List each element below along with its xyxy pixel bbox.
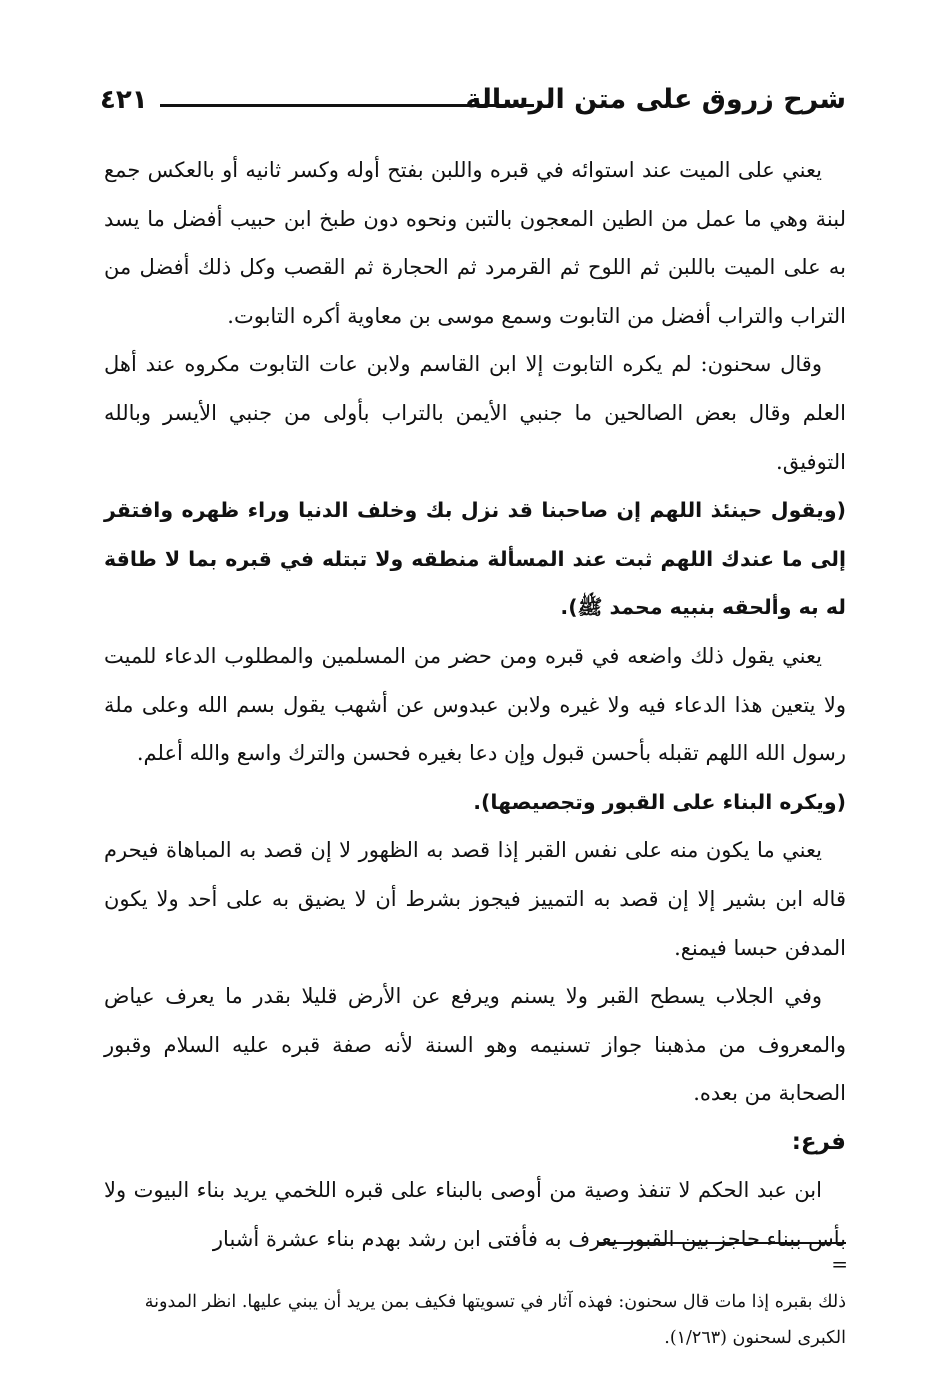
paragraph-4: يعني ما يكون منه على نفس القبر إذا قصد به الظهور لا إن قصد به المباهاة فيحرم قاله ابن بشير إلا إن قصد به التمييز فيجوز بشرط أن لا يضيق به على أحد ولا يكون المدفن حبسا فيمنع. (104, 838, 846, 960)
footnote-continuation-marker: = (831, 1252, 848, 1276)
running-title: شرح زروق على متن الرسالة (465, 84, 846, 115)
paragraph-2: وقال سحنون: لم يكره التابوت إلا ابن القاسم ولابن عات التابوت مكروه عند أهل العلم وقال بعض الصالحين ما جنبي الأيمن بالتراب بأولى من جنبي الأيسر وبالله التوفيق. (104, 352, 846, 474)
footnote-text: ذلك بقبره إذا مات قال سحنون: فهذه آثار في تسويتها فكيف بمن يريد أن يبني عليها. انظر المدونة الكبرى لسحنون (١/٢٦٣). (144, 1292, 846, 1348)
section-heading: فرع: (791, 1128, 846, 1155)
footnote-rule (598, 1242, 846, 1244)
paragraph-1: يعني على الميت عند استوائه في قبره واللبن بفتح أوله وكسر ثانيه أو بالعكس جمع لبنة وهي ما عمل من الطين المعجون بالتبن ونحوه دون طبخ ابن حبيب أفضل ما يسد به على الميت باللبن ثم اللوح ثم القرمرد ثم الحجارة ثم القصب وكل ذلك أفضل من التراب والتراب أفضل من التابوت وسمع موسى بن معاوية أكره التابوت. (104, 158, 846, 328)
matn-quote-1: (ويقول حينئذ اللهم إن صاحبنا قد نزل بك وخلف الدنيا وراء ظهره وافتقر إلى ما عندك اللهم ثبت عند المسألة منطقه ولا تبتله في قبره بما لا طاقة له به وألحقه بنبيه محمد ﷺ). (104, 498, 846, 620)
page-header (100, 78, 846, 124)
paragraph-3: يعني يقول ذلك واضعه في قبره ومن حضر من المسلمين والمطلوب الدعاء للميت ولا يتعين هذا الدعاء فيه ولا غيره ولابن عبدوس عن أشهب يقول بسم الله وعلى ملة رسول الله اللهم تقبله بأحسن قبول وإن دعا بغيره فحسن والترك واسع والله أعلم. (104, 643, 846, 766)
matn-quote-2: (ويكره البناء على القبور وتجصيصها). (473, 789, 846, 814)
page-body (104, 146, 846, 1264)
paragraph-5: وفي الجلاب يسطح القبر ولا يسنم ويرفع عن الأرض قليلا بقدر ما يعرف عياض والمعروف من مذهبنا جواز تسنيمه وهو السنة لأنه صفة قبره عليه السلام وقبور الصحابة من بعده. (104, 984, 846, 1106)
header-rule (160, 104, 534, 107)
paragraph-6: ابن عبد الحكم لا تنفذ وصية من أوصى بالبناء على قبره اللخمي يريد بناء البيوت ولا بأس ببناء حاجز بين القبور يعرف به فأفتى ابن رشد بهدم بناء عشرة أشبار (104, 1178, 846, 1252)
page-number: ٤٢١ (100, 85, 148, 115)
